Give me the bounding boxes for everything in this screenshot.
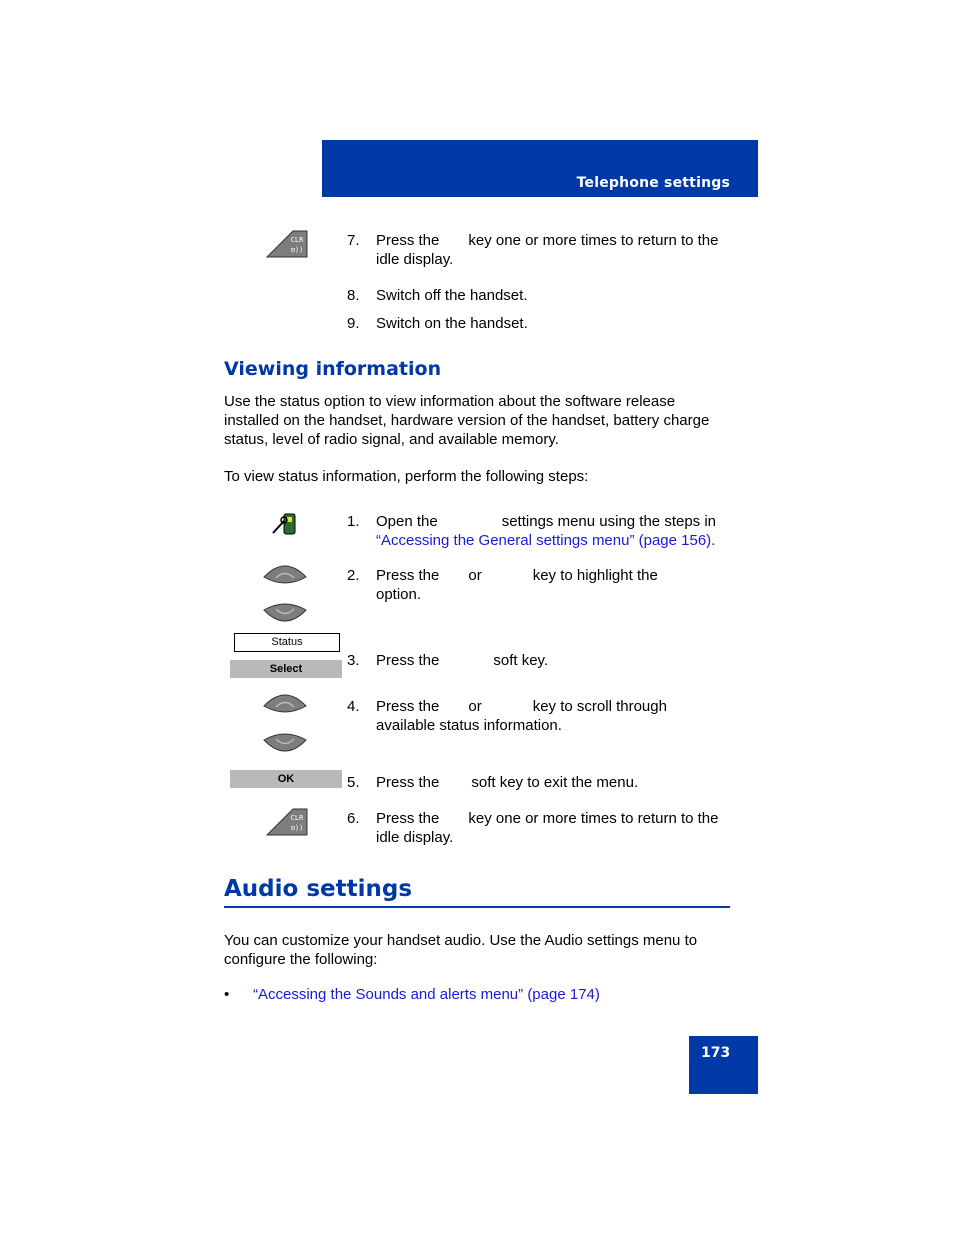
- section-heading-viewing: Viewing information: [224, 358, 442, 380]
- select-softkey: Select: [230, 660, 342, 678]
- viewing-intro: Use the status option to view information about the software release installed on the handset, hardware version of the handset, battery charge status, level of radio signal, and available memory.: [224, 393, 710, 448]
- svg-text:⊡)): ⊡)): [290, 246, 304, 254]
- header-title: Telephone settings: [576, 175, 730, 191]
- page-number-box: [689, 1036, 758, 1094]
- clear-key-icon: [265, 807, 309, 837]
- bullet: •: [224, 986, 230, 1003]
- svg-text:⊡)): ⊡)): [290, 824, 304, 832]
- nav-up-key-icon: [262, 690, 308, 716]
- section-heading-audio: Audio settings: [224, 876, 413, 902]
- link-sounds-alerts[interactable]: “Accessing the Sounds and alerts menu” (page 174): [253, 986, 600, 1003]
- header-bar: [322, 140, 758, 197]
- nav-down-key-icon: [262, 730, 308, 756]
- svg-text:CLR: CLR: [290, 236, 304, 244]
- viewing-steps-intro: To view status information, perform the following steps:: [224, 468, 589, 485]
- display-status-item: Status: [234, 633, 340, 652]
- heading-rule: [224, 906, 730, 908]
- ok-softkey: OK: [230, 770, 342, 788]
- svg-text:CLR: CLR: [290, 814, 304, 822]
- nav-down-key-icon: [262, 600, 308, 626]
- link-general-settings[interactable]: “Accessing the General settings menu” (page 156).: [376, 532, 716, 549]
- audio-intro: You can customize your handset audio. Use the Audio settings menu to configure the following:: [224, 932, 698, 968]
- page-number: 173: [701, 1045, 731, 1061]
- nav-up-key-icon: [262, 561, 308, 587]
- clear-key-icon: [265, 229, 309, 259]
- settings-tools-icon: [270, 511, 300, 537]
